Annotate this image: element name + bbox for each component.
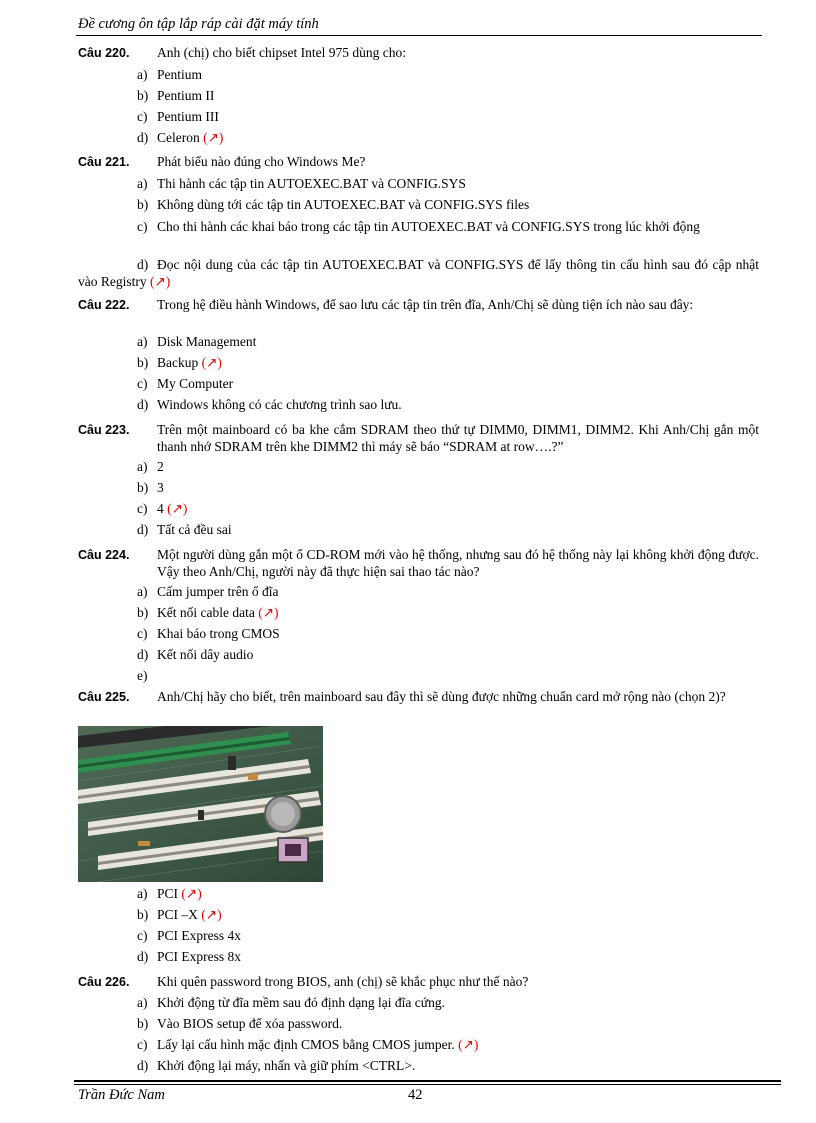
- correct-answer-icon: (↗): [203, 130, 224, 145]
- option-c: c) Khai báo trong CMOS: [137, 626, 280, 641]
- option-c: c) My Computer: [137, 376, 234, 391]
- option-a: a) PCI (↗): [137, 886, 202, 901]
- option-a: a) 2: [137, 459, 164, 474]
- footer-rule: [74, 1080, 781, 1082]
- question-number: Câu 225.: [78, 690, 130, 704]
- option-a: a) Cấm jumper trên ổ đĩa: [137, 584, 279, 599]
- option-b: b) Không dùng tới các tập tin AUTOEXEC.BAT và CONFIG.SYS files: [137, 197, 530, 212]
- question-text: Anh (chị) cho biết chipset Intel 975 dùng cho:: [157, 45, 406, 60]
- correct-answer-icon: (↗): [150, 274, 171, 289]
- option-d: d) Đọc nội dung của các tập tin AUTOEXEC.BAT và CONFIG.SYS để lấy thông tin cấu hình sau đó cập nhật vào Registry (↗): [78, 257, 759, 289]
- option-a: a) Thi hành các tập tin AUTOEXEC.BAT và CONFIG.SYS: [137, 176, 466, 191]
- option-b: b) PCI –X (↗): [137, 907, 222, 922]
- mainboard-photo: [78, 726, 323, 882]
- option-d: d) Khởi động lại máy, nhấn và giữ phím <CTRL>.: [137, 1058, 416, 1073]
- option-c: c) Pentium III: [137, 109, 219, 124]
- option-e: e): [137, 668, 148, 683]
- option-d: d) PCI Express 8x: [137, 949, 241, 964]
- option-d: d) Kết nối dây audio: [137, 647, 254, 662]
- option-b: b) Pentium II: [137, 88, 215, 103]
- question-number: Câu 220.: [78, 46, 130, 60]
- question-text: Trên một mainboard có ba khe cắm SDRAM theo thứ tự DIMM0, DIMM1, DIMM2. Khi Anh/Chị gắn một thanh nhớ SDRAM trên khe DIMM2 thì máy sẽ báo “SDRAM at row….?”: [157, 422, 759, 454]
- question-text: Khi quên password trong BIOS, anh (chị) sẽ khắc phục như thế nào?: [157, 974, 529, 989]
- correct-answer-icon: (↗): [201, 907, 222, 922]
- header-rule: [76, 35, 762, 36]
- question-text: Một người dùng gắn một ổ CD-ROM mới vào hệ thống, nhưng sau đó hệ thống này lại không khởi động được. Vậy theo Anh/Chị, người này đã thực hiện sai thao tác nào?: [157, 547, 759, 579]
- document-title: Đề cương ôn tập lắp ráp cài đặt máy tính: [78, 16, 319, 32]
- question-number: Câu 226.: [78, 975, 130, 989]
- option-c: c) PCI Express 4x: [137, 928, 241, 943]
- question-number: Câu 221.: [78, 155, 130, 169]
- correct-answer-icon: (↗): [167, 501, 188, 516]
- correct-answer-icon: (↗): [258, 605, 279, 620]
- question-number: Câu 223.: [78, 423, 130, 437]
- question-text: Phát biểu nào đúng cho Windows Me?: [157, 154, 366, 169]
- option-a: a) Khởi động từ đĩa mềm sau đó định dạng lại đĩa cứng.: [137, 995, 445, 1010]
- question-text: Trong hệ điều hành Windows, để sao lưu các tập tin trên đĩa, Anh/Chị sẽ dùng tiện ích nào sau đây:: [157, 297, 694, 312]
- option-b: b) Vào BIOS setup để xóa password.: [137, 1016, 343, 1031]
- option-d: d) Windows không có các chương trình sao lưu.: [137, 397, 402, 412]
- page-number: 42: [408, 1087, 423, 1103]
- option-b: b) 3: [137, 480, 164, 495]
- option-c: c) Cho thi hành các khai báo trong các tập tin AUTOEXEC.BAT và CONFIG.SYS trong lúc khởi động: [137, 219, 700, 234]
- option-b: b) Backup (↗): [137, 355, 222, 370]
- correct-answer-icon: (↗): [201, 355, 222, 370]
- option-c: c) Lấy lại cấu hình mặc định CMOS bằng CMOS jumper. (↗): [137, 1037, 479, 1052]
- option-d: d) Tất cả đều sai: [137, 522, 232, 537]
- correct-answer-icon: (↗): [458, 1037, 479, 1052]
- question-number: Câu 222.: [78, 298, 130, 312]
- option-a: a) Disk Management: [137, 334, 257, 349]
- question-number: Câu 224.: [78, 548, 130, 562]
- footer-rule: [74, 1084, 781, 1085]
- option-c: c) 4 (↗): [137, 501, 188, 516]
- option-d: d) Celeron (↗): [137, 130, 224, 145]
- option-b: b) Kết nối cable data (↗): [137, 605, 279, 620]
- footer-author: Trần Đức Nam: [78, 1087, 165, 1103]
- option-a: a) Pentium: [137, 67, 203, 82]
- correct-answer-icon: (↗): [181, 886, 202, 901]
- question-text: Anh/Chị hãy cho biết, trên mainboard sau đây thì sẽ dùng được những chuẩn card mở rộng nào (chọn 2)?: [157, 689, 726, 704]
